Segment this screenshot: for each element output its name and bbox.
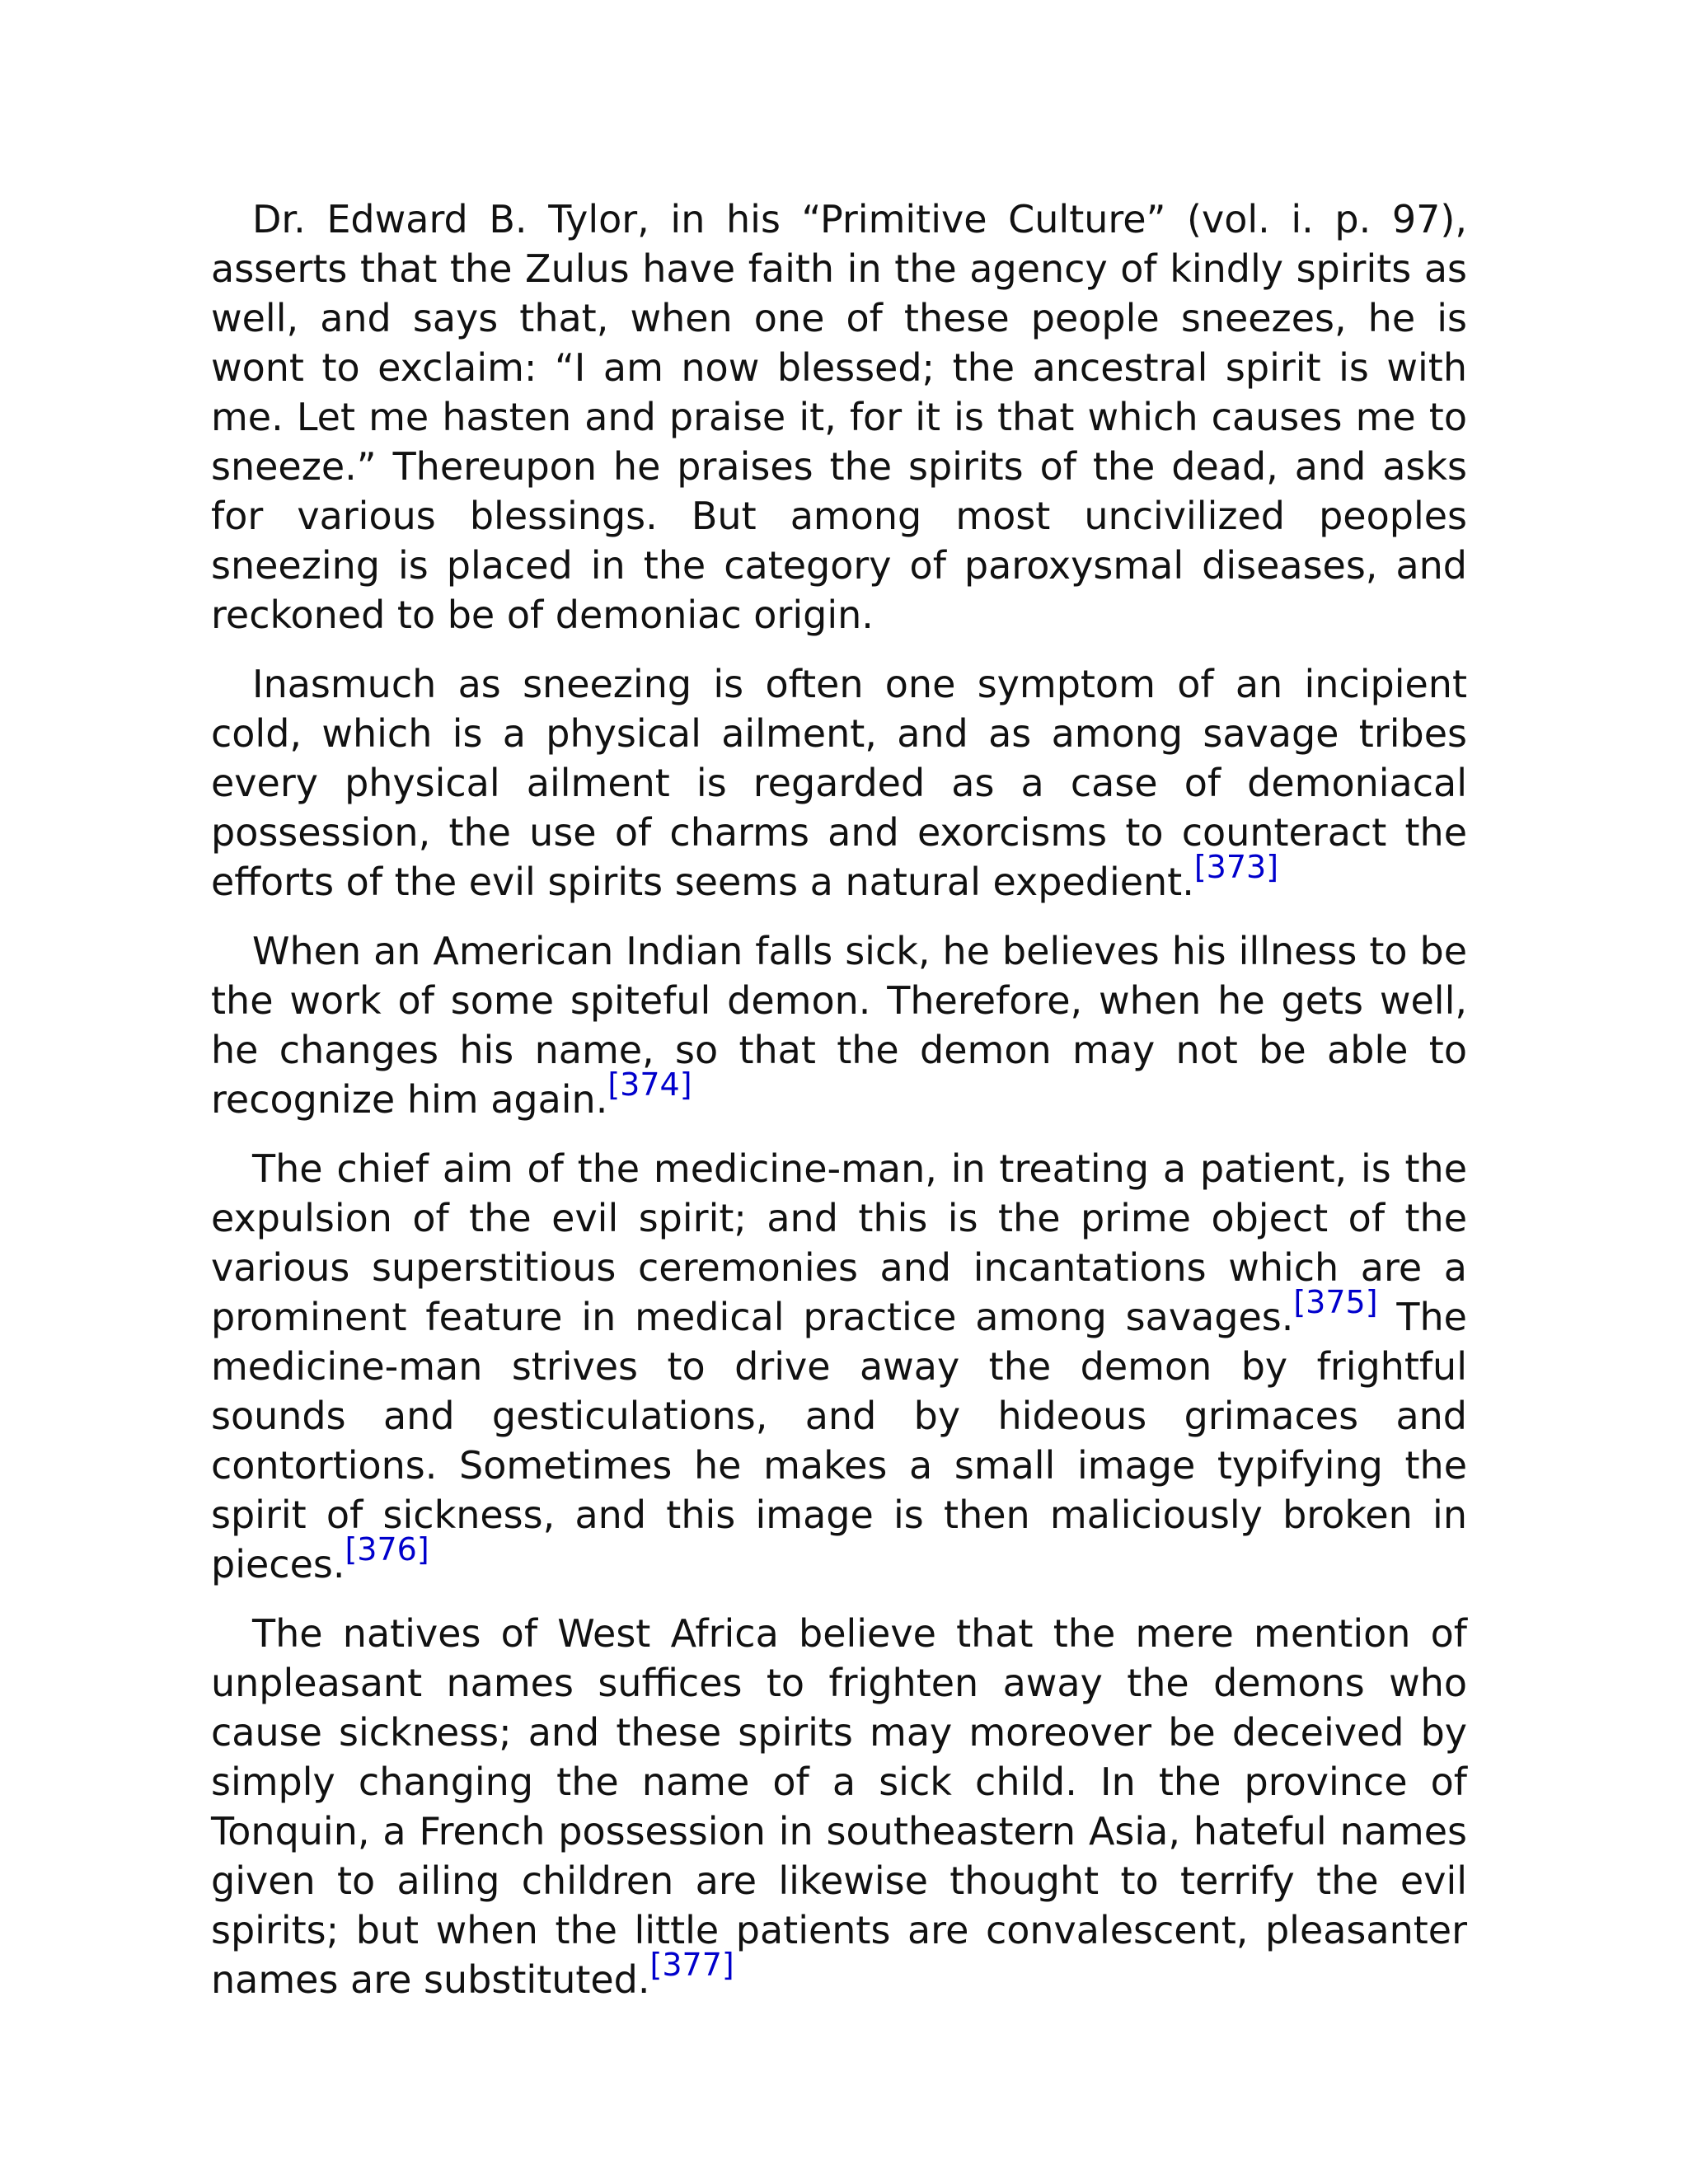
footnote-link-377[interactable]: [377] xyxy=(649,1947,734,1984)
paragraph-1 xyxy=(211,194,1467,640)
paragraph-5 xyxy=(211,1609,1467,2004)
footnote-link-374[interactable]: [374] xyxy=(607,1066,692,1104)
paragraph-4 xyxy=(211,1144,1467,1589)
paragraph-2 xyxy=(211,659,1467,907)
paragraph-3 xyxy=(211,926,1467,1124)
footnote-link-373[interactable]: [373] xyxy=(1193,849,1279,886)
paragraph-text-continued: The medicine-man strives to drive away the demon by frightful sounds and gesticulations, and by hideous grimaces and contortions. Sometimes he makes a small image typifying the spirit of sickness, and this image is then maliciously broken in pieces. xyxy=(211,1295,1467,1586)
footnote-link-376[interactable]: [376] xyxy=(345,1531,429,1568)
paragraph-text: Inasmuch as sneezing is often one symptom of an incipient cold, which is a physical ailment, and as among savage tribes every physical ailment is regarded as a case of demoniacal possession, the use of charms and exorcisms to counteract the efforts of the evil spirits seems a natural expedient. xyxy=(211,662,1467,904)
footnote-link-375[interactable]: [375] xyxy=(1293,1284,1378,1321)
paragraph-text: When an American Indian falls sick, he believes his illness to be the work of some spiteful demon. Therefore, when he gets well, he changes his name, so that the demon may not be able to recognize him again. xyxy=(211,929,1467,1122)
paragraph-text: Dr. Edward B. Tylor, in his “Primitive Culture” (vol. i. p. 97), asserts that the Zulus have faith in the agency of kindly spirits as well, and says that, when one of these people sneezes, he is wont to exclaim: “I am now blessed; the ancestral spirit is with me. Let me hasten and praise it, for it is that which causes me to sneeze.” Thereupon he praises the spirits of the dead, and asks for various blessings. But among most uncivilized peoples sneezing is placed in the category of paroxysmal diseases, and reckoned to be of demoniac origin. xyxy=(211,197,1467,637)
document-page xyxy=(211,194,1467,2024)
paragraph-text: The chief aim of the medicine-man, in treating a patient, is the expulsion of the evil spirit; and this is the prime object of the various superstitious ceremonies and incantations which are a prominent feature in medical practice among savages. xyxy=(211,1146,1467,1339)
paragraph-text: The natives of West Africa believe that the mere mention of unpleasant names suffices to frighten away the demons who cause sickness; and these spirits may moreover be deceived by simply changing the name of a sick child. In the province of Tonquin, a French possession in southeastern Asia, hateful names given to ailing children are likewise thought to terrify the evil spirits; but when the little patients are convalescent, pleasanter names are substituted. xyxy=(211,1611,1467,2002)
